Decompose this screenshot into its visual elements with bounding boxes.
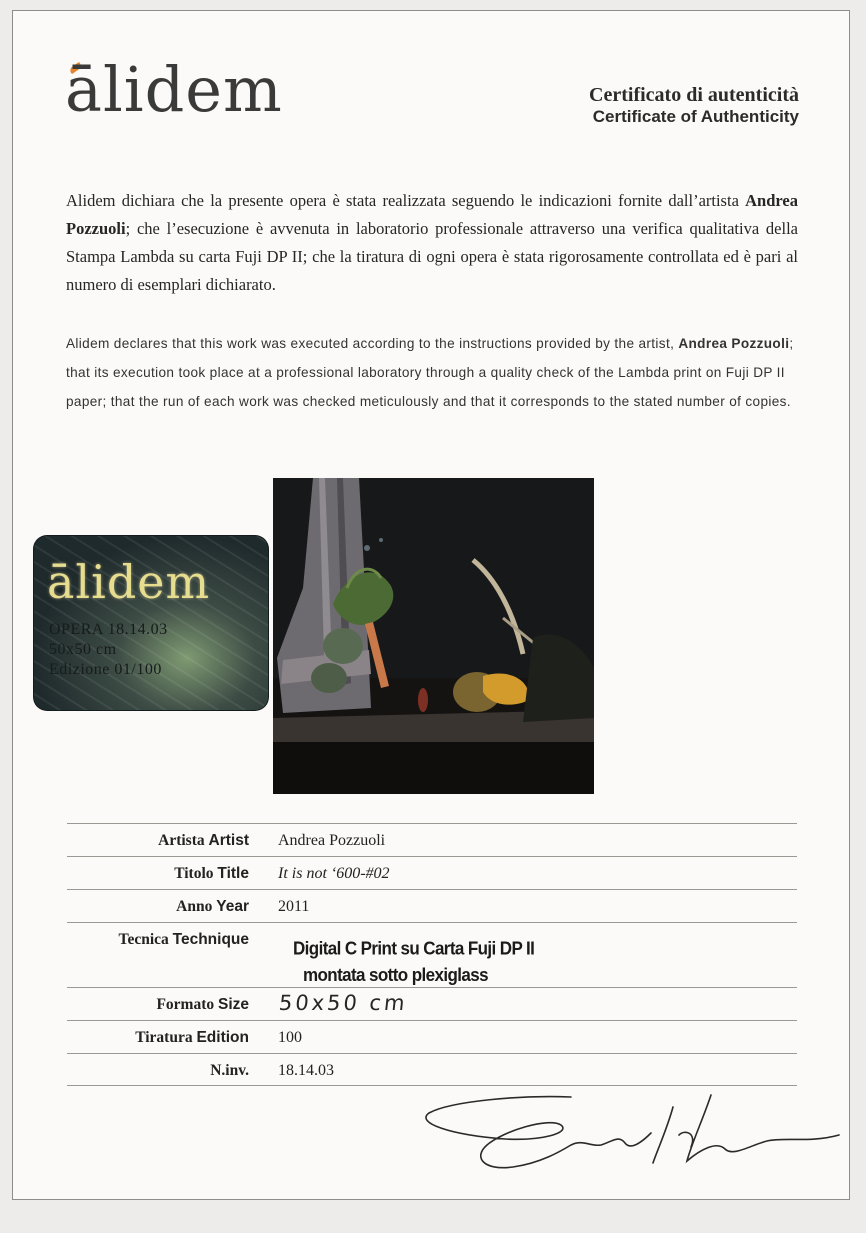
value-technique: Digital C Print su Carta Fuji DP II montata sotto plexiglass [293, 938, 535, 986]
artwork-thumbnail [273, 478, 594, 794]
label-inventory: N.inv. [210, 1062, 249, 1079]
artist-name-italian: Andrea Pozzuoli [66, 191, 798, 238]
label-technique: Tecnica Technique [118, 931, 249, 948]
title-italian: Certificato di autenticità [589, 84, 799, 106]
row-size [67, 987, 797, 1020]
value-artist: Andrea Pozzuoli [278, 832, 386, 849]
label-title: Titolo Title [174, 865, 249, 882]
hologram-size-line: 50x50 cm [49, 641, 117, 658]
statement-italian: Alidem dichiara che la presente opera è stata realizzata seguendo le indicazioni fornite dall’artista Andrea Pozzuoli; che l’esecuzione è avvenuta in laboratorio professionale attraverso una verifica qualitativa della Stampa Lambda su carta Fuji DP II; che la tiratura di ogni opera è stata rigorosamente controllata ed è pari al numero di esemplari dichiarato. [66, 191, 798, 294]
artwork-still-life-image [273, 478, 594, 794]
hologram-opera-line: OPERA 18.14.03 [49, 621, 168, 638]
row-artist [67, 823, 797, 856]
hologram-edition-line: Edizione 01/100 [49, 661, 162, 678]
alidem-logo: ālidem [65, 53, 283, 126]
hologram-seal [33, 535, 269, 711]
row-inventory [67, 1053, 797, 1086]
value-title: It is not ‘600-#02 [278, 865, 390, 882]
label-artist: Artista Artist [158, 832, 249, 849]
title-english: Certificate of Authenticity [592, 107, 799, 127]
row-year [67, 889, 797, 922]
value-size: 50x50 cm [277, 991, 409, 1015]
label-year: Anno Year [176, 898, 249, 915]
certificate-title [589, 83, 799, 128]
statement-english: Alidem declares that this work was executed according to the instructions provided by the artist, Andrea Pozzuoli; that its execution took place at a professional laboratory through a quality check of the Lambda print on Fuji DP II paper; that the run of each work was checked meticulously and that it corresponds to the stated number of copies. [66, 336, 794, 409]
artist-name-english: Andrea Pozzuoli [678, 336, 790, 351]
details-table [67, 823, 797, 1086]
row-title [67, 856, 797, 889]
value-inventory: 18.14.03 [278, 1062, 334, 1079]
label-size: Formato Size [156, 996, 249, 1013]
row-technique [67, 922, 797, 987]
row-edition [67, 1020, 797, 1053]
artist-signature-icon [421, 1089, 841, 1181]
value-edition: 100 [278, 1029, 302, 1046]
hologram-logo: ālidem [47, 555, 211, 609]
certificate-sheet [12, 10, 850, 1200]
value-year: 2011 [278, 898, 310, 915]
label-edition: Tiratura Edition [135, 1029, 249, 1046]
